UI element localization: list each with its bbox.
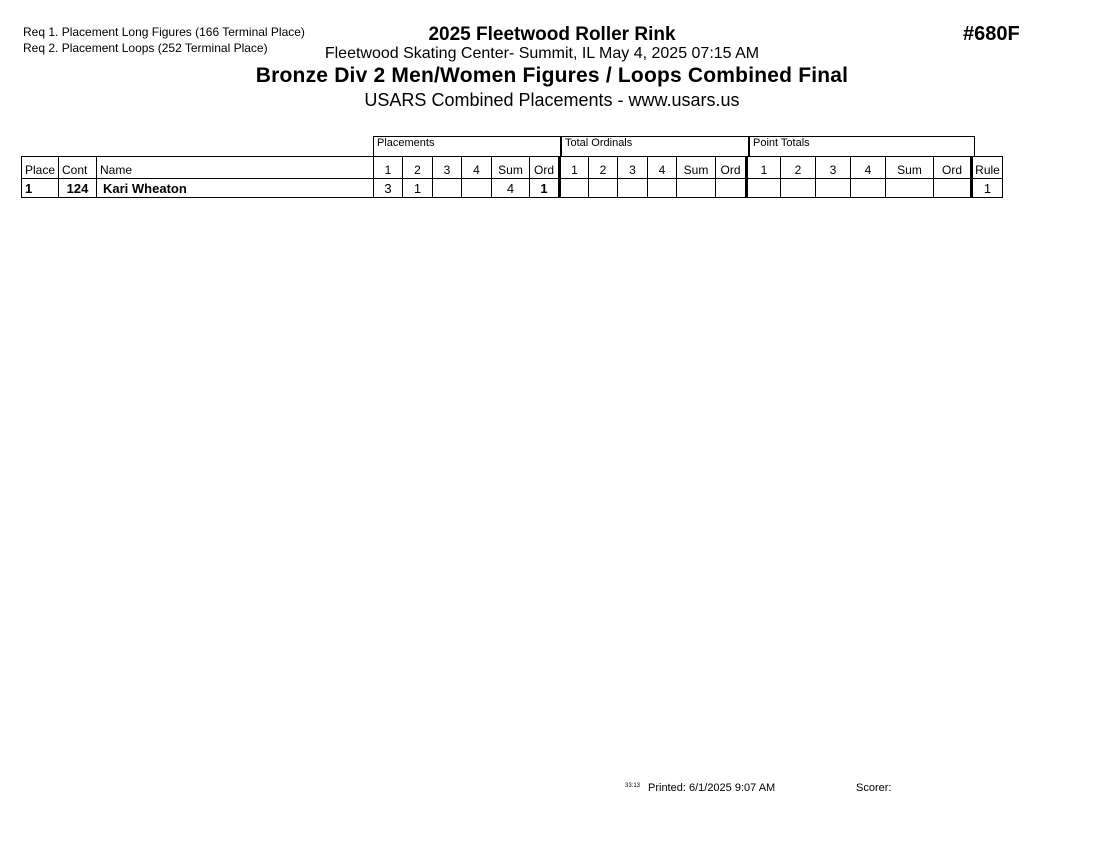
cell-ordinals-4: [648, 179, 677, 198]
col-header-placements-2: 2: [403, 157, 433, 179]
col-header-points-2: 2: [781, 157, 816, 179]
results-table: [21, 156, 1003, 198]
cell-place: 1: [22, 179, 59, 198]
footer-code: 33:13: [625, 783, 641, 789]
cell-cont: 124: [59, 179, 97, 198]
cell-placements-3: [433, 179, 462, 198]
col-header-name: Name: [97, 157, 374, 179]
cell-rule: 1: [972, 179, 1003, 198]
cell-placements-1: 3: [374, 179, 403, 198]
cell-points-2: [781, 179, 816, 198]
requirement-2: Req 2. Placement Loops (252 Terminal Place): [23, 41, 268, 55]
cell-points-sum: [886, 179, 934, 198]
cell-ordinals-ord: [716, 179, 747, 198]
cell-points-3: [816, 179, 851, 198]
group-total-ordinals: Total Ordinals: [561, 136, 749, 156]
group-placements: Placements: [373, 136, 561, 156]
col-header-ordinals-ord: Ord: [716, 157, 747, 179]
col-header-points-3: 3: [816, 157, 851, 179]
cell-ordinals-1: [560, 179, 589, 198]
cell-points-ord: [934, 179, 972, 198]
cell-ordinals-2: [589, 179, 618, 198]
col-header-ordinals-1: 1: [560, 157, 589, 179]
cell-ordinals-sum: [677, 179, 716, 198]
col-header-points-1: 1: [747, 157, 781, 179]
cell-placements-4: [462, 179, 492, 198]
col-header-cont: Cont: [59, 157, 97, 179]
col-header-placements-3: 3: [433, 157, 462, 179]
header-row: [22, 157, 1003, 179]
col-header-ordinals-4: 4: [648, 157, 677, 179]
col-header-placements-ord: Ord: [530, 157, 560, 179]
col-header-placements-sum: Sum: [492, 157, 530, 179]
col-header-placements-4: 4: [462, 157, 492, 179]
venue-line: Fleetwood Skating Center- Summit, IL May 4, 2025 07:15 AM: [324, 45, 760, 62]
col-header-rule: Rule: [972, 157, 1003, 179]
footer-scorer: Scorer:: [856, 782, 892, 794]
group-point-totals: Point Totals: [749, 136, 975, 156]
competition-title: Bronze Div 2 Men/Women Figures / Loops Combined Final: [255, 64, 849, 87]
col-header-placements-1: 1: [374, 157, 403, 179]
cell-placements-2: 1: [403, 179, 433, 198]
col-header-points-4: 4: [851, 157, 886, 179]
cell-placements-sum: 4: [492, 179, 530, 198]
cell-points-4: [851, 179, 886, 198]
cell-points-1: [747, 179, 781, 198]
col-header-points-sum: Sum: [886, 157, 934, 179]
event-title: 2025 Fleetwood Roller Rink: [428, 24, 676, 45]
col-header-ordinals-2: 2: [589, 157, 618, 179]
col-header-points-ord: Ord: [934, 157, 972, 179]
event-number: #680F: [963, 23, 1020, 45]
footer-printed: Printed: 6/1/2025 9:07 AM: [648, 782, 776, 794]
col-header-place: Place: [22, 157, 59, 179]
table-row: [22, 179, 1003, 198]
cell-name: Kari Wheaton: [97, 179, 374, 198]
cell-ordinals-3: [618, 179, 648, 198]
col-header-ordinals-sum: Sum: [677, 157, 716, 179]
cell-placements-ord: 1: [530, 179, 560, 198]
requirement-1: Req 1. Placement Long Figures (166 Terminal Place): [23, 25, 305, 39]
col-header-ordinals-3: 3: [618, 157, 648, 179]
subtitle: USARS Combined Placements - www.usars.us: [364, 90, 740, 110]
